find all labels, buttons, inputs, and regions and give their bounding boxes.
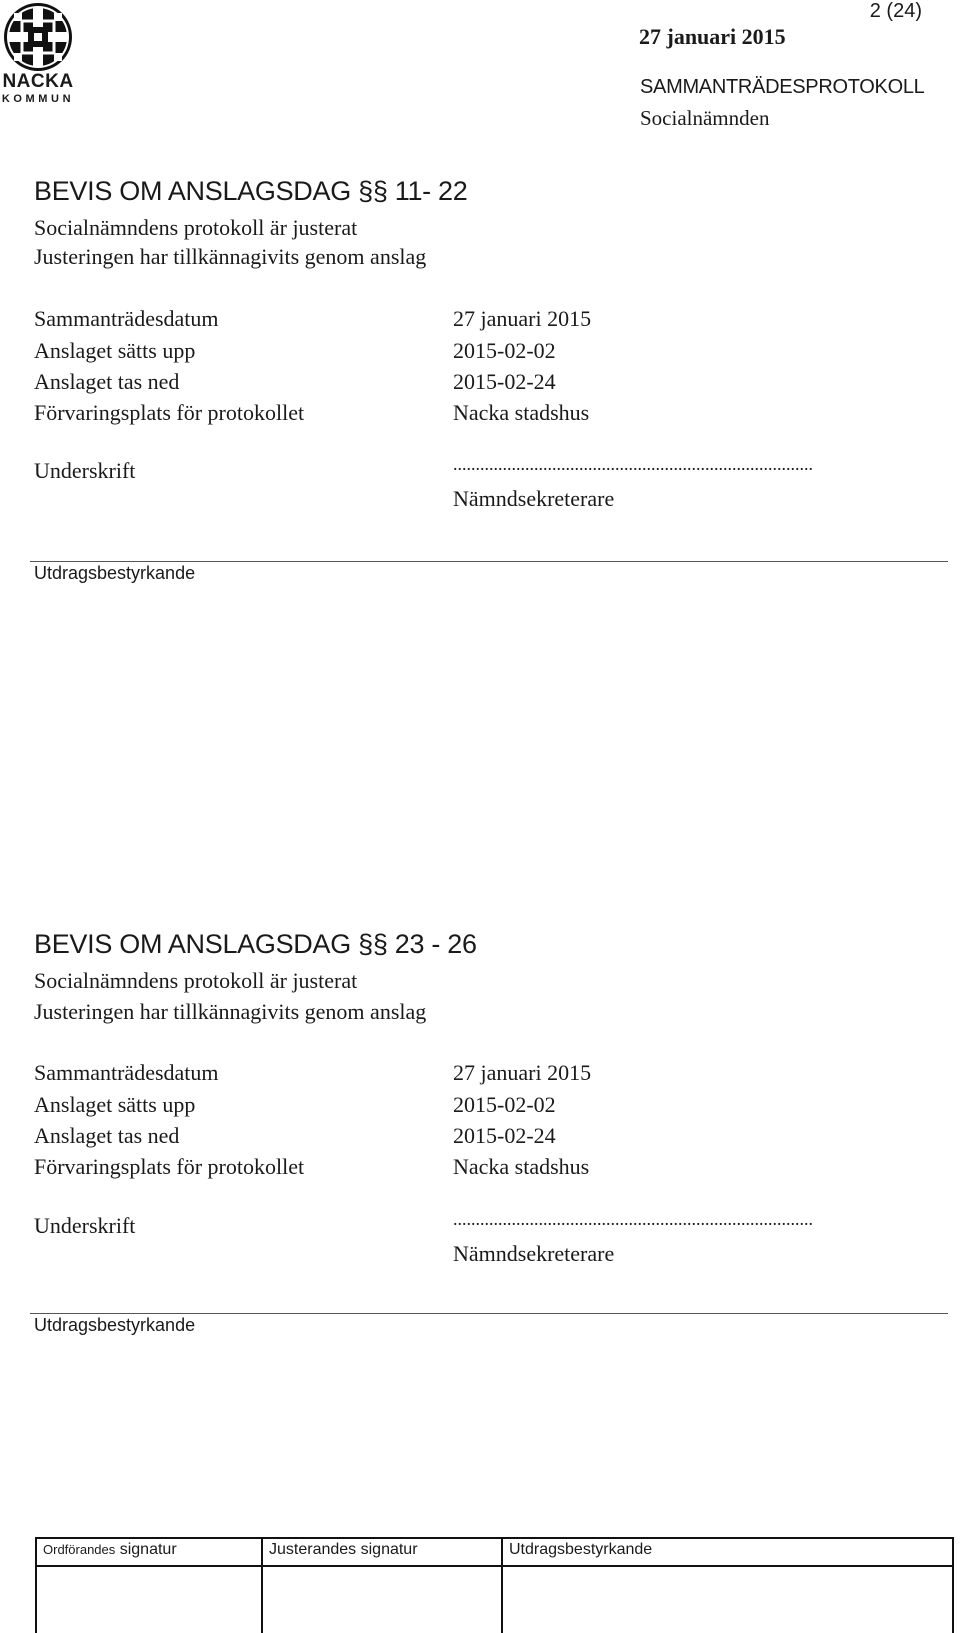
chair-signature-label: Ordförandes xyxy=(43,1542,116,1557)
header-date: 27 januari 2015 xyxy=(639,24,786,49)
section-2-signature-role: Nämndsekreterare xyxy=(453,1241,615,1266)
section-1-title: BEVIS OM ANSLAGSDAG §§ 11- 22 xyxy=(34,176,468,206)
chair-signature-suffix: signatur xyxy=(119,1541,177,1558)
adjuster-signature-cell xyxy=(262,1538,502,1566)
section-2-title: BEVIS OM ANSLAGSDAG §§ 23 - 26 xyxy=(34,929,477,959)
chair-signature-space xyxy=(36,1566,262,1633)
logo-wordmark: NACKA xyxy=(2,71,74,92)
extract-certification-space xyxy=(502,1566,953,1633)
section-2-line1: Socialnämndens protokoll är justerat xyxy=(34,968,358,993)
section-1-label-storage: Förvaringsplats för protokollet xyxy=(34,400,305,425)
extract-certification-label: Utdragsbestyrkande xyxy=(509,1541,653,1558)
section-1-label-date: Sammanträdesdatum xyxy=(34,306,219,331)
section-1-value-storage: Nacka stadshus xyxy=(453,400,590,425)
section-1-value-removed: 2015-02-24 xyxy=(453,369,556,394)
adjuster-signature-space xyxy=(262,1566,502,1633)
logo-subtext: KOMMUN xyxy=(1,93,75,105)
section-2-label-removed: Anslaget tas ned xyxy=(34,1123,180,1148)
section-1-signature-line: ................................................................................ xyxy=(453,454,813,474)
section-1-footer-label: Utdragsbestyrkande xyxy=(34,563,196,583)
section-2-label-posted: Anslaget sätts upp xyxy=(34,1092,196,1117)
extract-certification-cell xyxy=(502,1538,953,1566)
section-1-line1: Socialnämndens protokoll är justerat xyxy=(34,215,358,240)
chair-signature-cell xyxy=(36,1538,262,1566)
section-2-divider xyxy=(30,1313,948,1314)
section-2-value-removed: 2015-02-24 xyxy=(453,1123,556,1148)
organization-name: Socialnämnden xyxy=(640,106,770,130)
section-1-value-date: 27 januari 2015 xyxy=(453,306,592,331)
section-2-value-date: 27 januari 2015 xyxy=(453,1060,592,1085)
section-2-value-posted: 2015-02-02 xyxy=(453,1092,556,1117)
page-number: 2 (24) xyxy=(869,0,922,22)
section-1-divider xyxy=(30,561,948,562)
section-1-label-posted: Anslaget sätts upp xyxy=(34,338,196,363)
section-2-value-storage: Nacka stadshus xyxy=(453,1154,590,1179)
nacka-emblem-icon xyxy=(2,1,74,73)
section-1-signature-role: Nämndsekreterare xyxy=(453,486,615,511)
section-1-label-removed: Anslaget tas ned xyxy=(34,369,180,394)
section-2-label-storage: Förvaringsplats för protokollet xyxy=(34,1154,305,1179)
section-1-value-posted: 2015-02-02 xyxy=(453,338,556,363)
signature-table xyxy=(35,1537,954,1633)
section-1-line2: Justeringen har tillkännagivits genom anslag xyxy=(34,244,427,269)
adjuster-signature-label: Justerandes signatur xyxy=(269,1541,418,1558)
section-2-signature-label: Underskrift xyxy=(34,1213,136,1238)
section-2-footer-label: Utdragsbestyrkande xyxy=(34,1315,196,1335)
section-2-signature-line: ................................................................................ xyxy=(453,1209,813,1229)
section-2-line2: Justeringen har tillkännagivits genom anslag xyxy=(34,999,427,1024)
document-type: SAMMANTRÄDESPROTOKOLL xyxy=(640,76,925,98)
section-1-signature-label: Underskrift xyxy=(34,458,136,483)
section-2-label-date: Sammanträdesdatum xyxy=(34,1060,219,1085)
